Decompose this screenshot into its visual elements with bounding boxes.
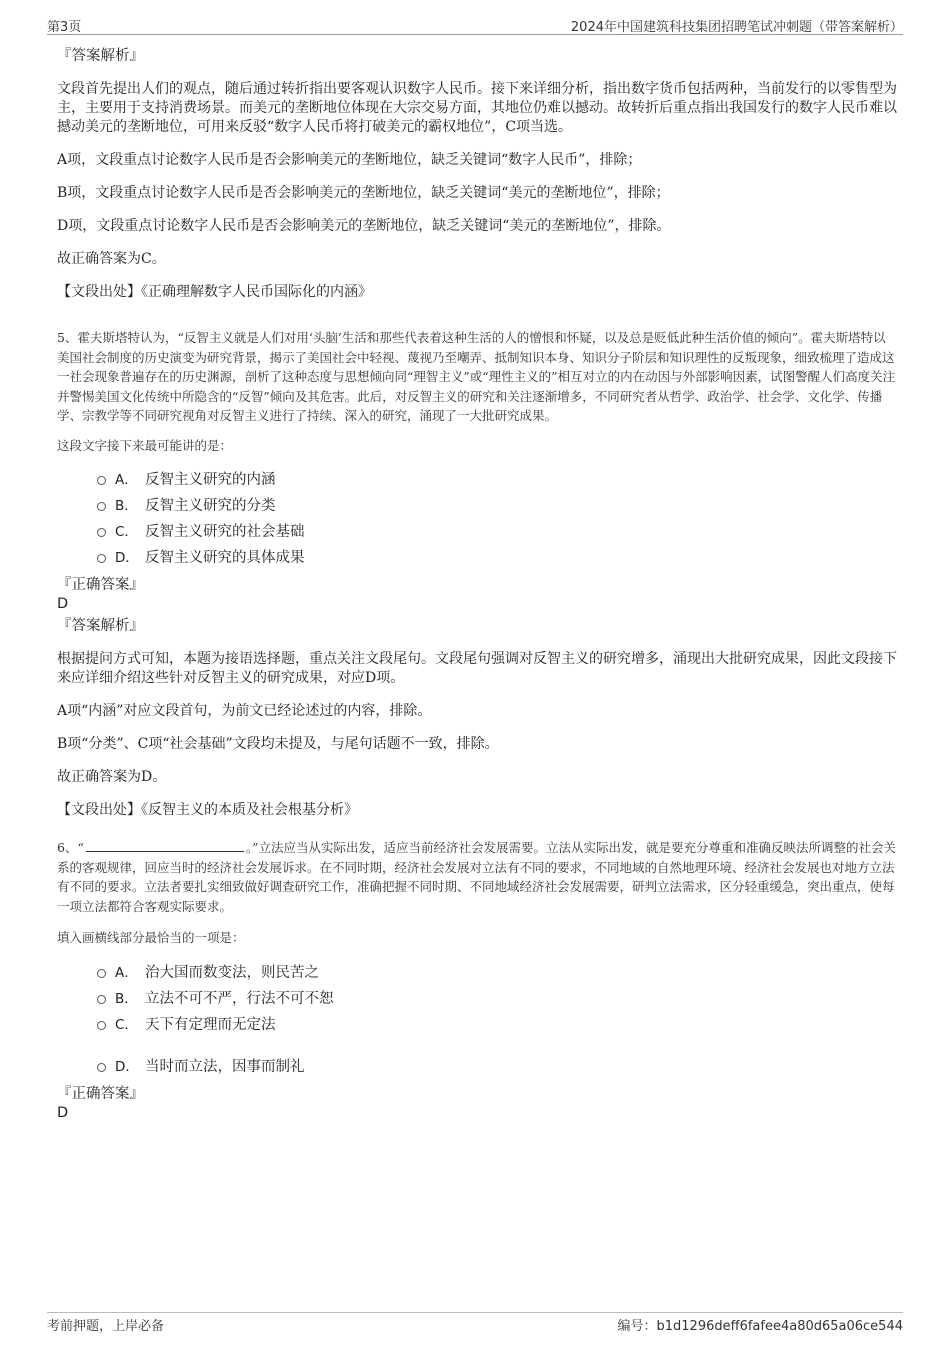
source-citation: 【文段出处】《正确理解数字人民币国际化的内涵》 <box>57 284 372 300</box>
option-text: 立法不可不严，行法不可不恕 <box>145 990 334 1007</box>
option-b[interactable] <box>57 986 897 1012</box>
option-letter: C． <box>115 524 138 540</box>
correct-answer: D <box>57 596 69 612</box>
option-letter: A． <box>115 964 138 981</box>
question-6-stem <box>57 838 897 916</box>
option-a[interactable] <box>57 960 897 986</box>
analysis-label: 『答案解析』 <box>57 618 144 634</box>
analysis-conclusion: 故正确答案为C。 <box>57 251 166 267</box>
option-text: 天下有定理而无定法 <box>145 1016 276 1033</box>
radio-button[interactable] <box>97 969 106 978</box>
correct-answer-label: 『正确答案』 <box>57 1085 144 1102</box>
radio-button[interactable] <box>97 476 106 485</box>
option-b[interactable] <box>57 493 897 519</box>
option-letter: D． <box>115 1058 139 1075</box>
option-text: 反智主义研究的分类 <box>145 498 276 514</box>
radio-button[interactable] <box>97 1063 106 1072</box>
option-text: 当时而立法，因事而制礼 <box>145 1058 305 1075</box>
option-d[interactable] <box>57 1054 897 1080</box>
option-text: 反智主义研究的社会基础 <box>145 524 305 540</box>
radio-button[interactable] <box>97 502 106 511</box>
option-c[interactable] <box>57 519 897 545</box>
document-id: 编号：b1d1296deff6fafee4a80d65a06ce544 <box>617 1319 903 1334</box>
option-letter: B． <box>115 990 138 1007</box>
page-content <box>57 46 897 1123</box>
fill-blank <box>86 841 244 852</box>
option-letter: B． <box>115 498 138 514</box>
option-letter: A． <box>115 472 138 488</box>
stem-text: 。”立法应当从实际出发，适应当前经济社会发展需要。立法从实际出发，就是要充分尊重和准确反映法所调整的社会关系的客观规律，回应当时的经济社会发展诉求。在不同时期，经济社会发展对立法有不同的要求，不同地域的自然地理环境、经济社会发展也对地方立法有不同的要求。立法者要扎实细致做好调查研究工作，准确把握不同时期、不同地域经济社会发展需要，研判立法需求，区分轻重缓急，突出重点，使每一项立法都符合客观实际要求。 <box>57 840 896 914</box>
analysis-conclusion: 故正确答案为D。 <box>57 769 167 785</box>
analysis-point-bc: B项“分类”、C项“社会基础”文段均未提及，与尾句话题不一致，排除。 <box>57 736 499 752</box>
stem-prefix: 6、“ <box>57 840 84 855</box>
option-text: 反智主义研究的内涵 <box>145 472 276 488</box>
radio-button[interactable] <box>97 528 106 537</box>
analysis-point-d: D项，文段重点讨论数字人民币是否会影响美元的垄断地位，缺乏关键词“美元的垄断地位”，排除。 <box>57 218 671 234</box>
analysis-paragraph: 根据提问方式可知，本题为接语选择题，重点关注文段尾句。文段尾句强调对反智主义的研究增多，涌现出大批研究成果，因此文段接下来应详细介绍这些针对反智主义的研究成果，对应D项。 <box>57 651 897 686</box>
option-text: 反智主义研究的具体成果 <box>145 550 305 566</box>
radio-button[interactable] <box>97 1021 106 1030</box>
analysis-point-b: B项，文段重点讨论数字人民币是否会影响美元的垄断地位，缺乏关键词“美元的垄断地位”，排除； <box>57 185 670 201</box>
option-text: 治大国而数变法，则民苦之 <box>145 964 319 981</box>
page-number: 第3页 <box>47 20 82 35</box>
page-header <box>47 14 903 35</box>
option-letter: C． <box>115 1016 138 1033</box>
question-6-prompt: 填入画横线部分最恰当的一项是： <box>57 930 245 945</box>
option-c[interactable] <box>57 1012 897 1038</box>
analysis-point-a: A项“内涵”对应文段首句，为前文已经论述过的内容，排除。 <box>57 703 432 719</box>
question-5-stem: 5、霍夫斯塔特认为，“反智主义就是人们对用‘头脑’生活和那些代表着这种生活的人的憎恨和怀疑，以及总是贬低此种生活价值的倾向”。霍夫斯塔特以美国社会制度的历史演变为研究背景，揭示了美国社会中轻视、蔑视乃至嘲弄、抵制知识本身、知识分子阶层和知识理性的反叛现象，细致梳理了造成这一社会现象普遍存在的历史渊源，剖析了这种态度与思想倾向同“理智主义”或“理性主义的”相互对立的内在动因与外部影响因素，试图警醒人们高度关注并警惕美国文化传统中所隐含的“反智”倾向及其危害。此后，对反智主义的研究和关注逐渐增多，不同研究者从哲学、政治学、社会学、文化学、传播学、宗教学等不同研究视角对反智主义进行了持续、深入的研究，涌现了一大批研究成果。 <box>57 330 896 423</box>
question-6-options <box>57 960 897 1080</box>
correct-answer-label: 『正确答案』 <box>57 577 144 593</box>
analysis-label: 『答案解析』 <box>57 48 144 64</box>
question-5-prompt: 这段文字接下来最可能讲的是： <box>57 437 233 453</box>
page-footer <box>47 1312 903 1337</box>
radio-button[interactable] <box>97 995 106 1004</box>
option-letter: D． <box>115 550 139 566</box>
option-d[interactable] <box>57 545 897 571</box>
option-a[interactable] <box>57 467 897 493</box>
document-title: 2024年中国建筑科技集团招聘笔试冲刺题（带答案解析） <box>570 20 903 35</box>
source-citation: 【文段出处】《反智主义的本质及社会根基分析》 <box>57 802 358 818</box>
correct-answer: D <box>57 1104 69 1121</box>
radio-button[interactable] <box>97 554 106 563</box>
footer-slogan: 考前押题，上岸必备 <box>47 1319 165 1334</box>
analysis-point-a: A项，文段重点讨论数字人民币是否会影响美元的垄断地位，缺乏关键词“数字人民币”，排除； <box>57 152 642 168</box>
question-5-options <box>57 467 897 571</box>
analysis-paragraph: 文段首先提出人们的观点，随后通过转折指出要客观认识数字人民币。接下来详细分析，指出数字货币包括两种，当前发行的以零售型为主，主要用于支持消费场景。而美元的垄断地位体现在大宗交易方面，其地位仍难以撼动。故转折后重点指出我国发行的数字人民币难以撼动美元的垄断地位，可用来反驳“数字人民币将打破美元的霸权地位”，C项当选。 <box>57 81 897 135</box>
